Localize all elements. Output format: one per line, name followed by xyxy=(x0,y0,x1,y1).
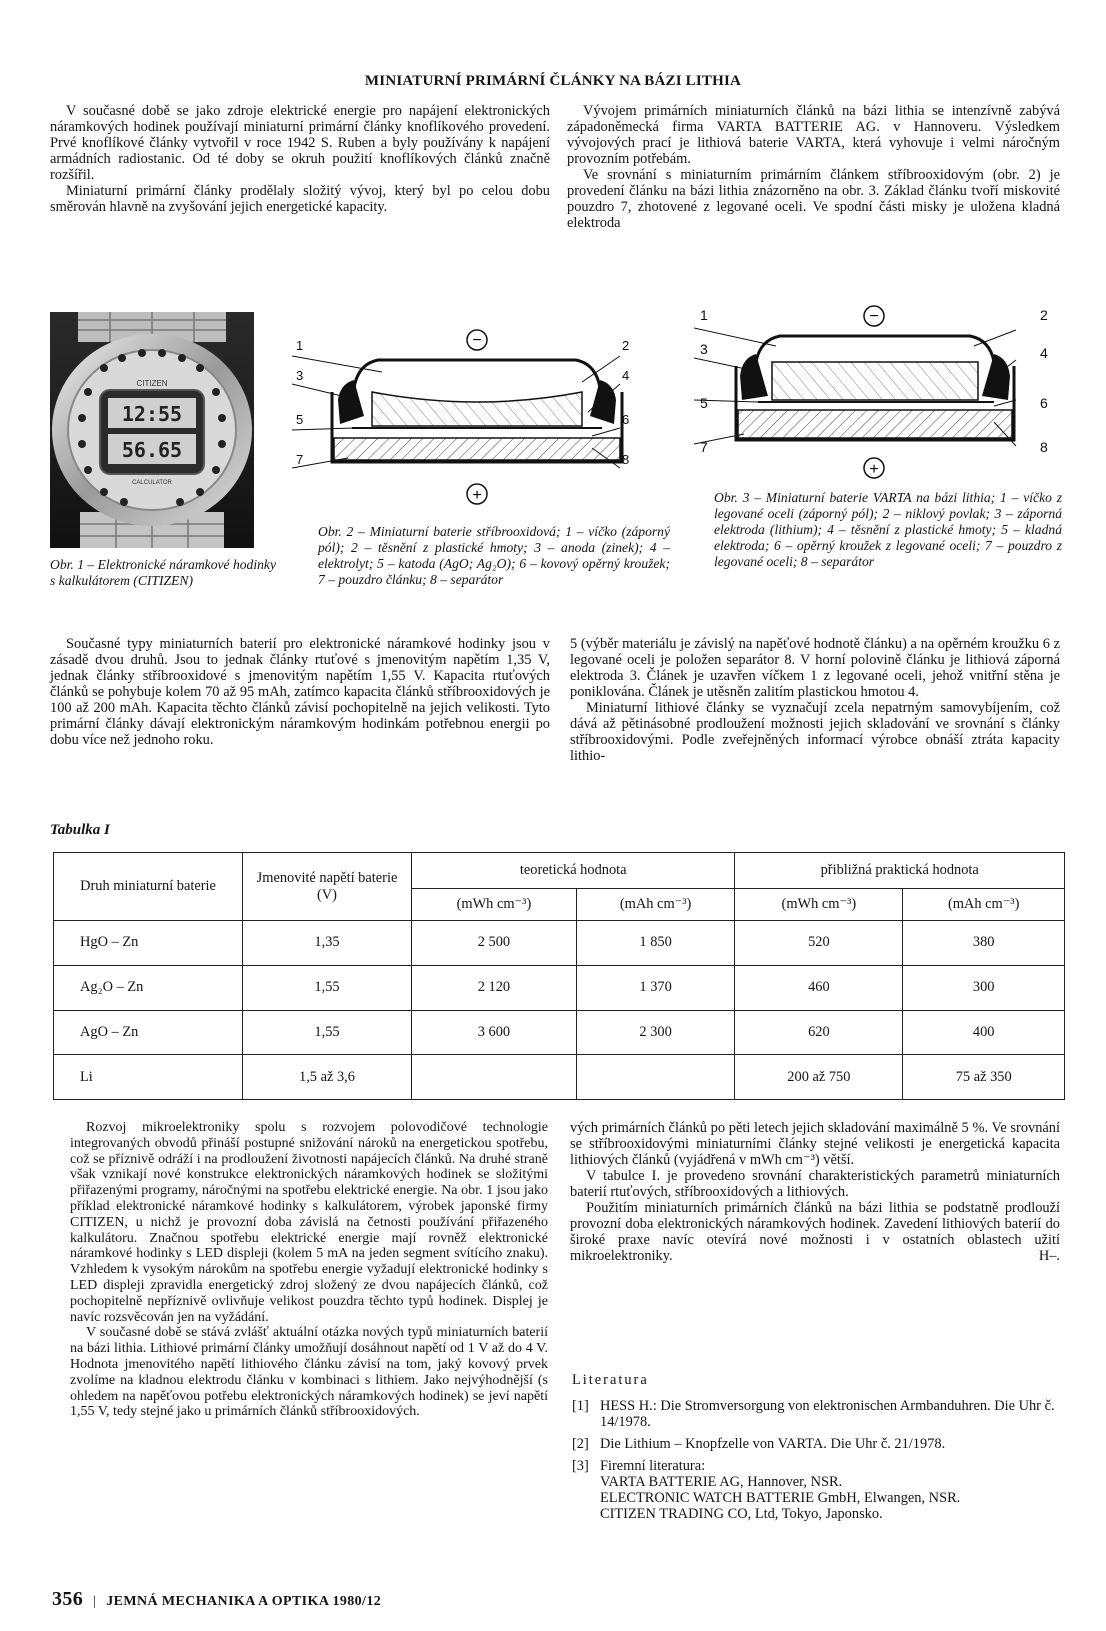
table-cell: 1,55 xyxy=(243,1010,412,1055)
fig2-label-7: 7 xyxy=(296,452,304,467)
reference-item xyxy=(572,1398,1062,1430)
table-cell: 2 120 xyxy=(412,965,577,1010)
firm-entry: CITIZEN TRADING CO, Ltd, Tokyo, Japonsko. xyxy=(600,1506,883,1522)
fig2-minus: − xyxy=(472,332,482,349)
table-cell: 75 až 350 xyxy=(903,1055,1065,1100)
literature-section xyxy=(572,1372,1062,1522)
paragraph: Použitím miniaturních primárních článků na bázi lithia se podstatně prodlouží provozní doba elektronických náramkových hodinek. Zavedení lithiových baterií do široké praxe navíc otevírá nové možnosti i v ostatních oblastech užití mikroelektroniky. xyxy=(570,1200,1060,1264)
table-cell: 200 až 750 xyxy=(735,1055,903,1100)
paragraph: V současné době se jako zdroje elektrické energie pro napájení elektronických náramkových hodinek používají miniaturní primární články knoflíkového provedení. Prvé knoflíkové články vytvořil v roce 1942 S. Ruben a byly používány k napájení armádních radiostanic. Od té doby se okruh použití knoflíkových článků značně rozšířil. xyxy=(50,103,550,183)
paragraph: V současné době se stává zvlášť aktuální otázka nových typů miniaturních baterií na bázi lithia. Lithiové primární články umožňují dosáhnout napětí od 1 V až do 4 V. Hodnota jmenovitého napětí lithiového článku závisí na tom, jaký kovový prvek zvolíme na kladnou elektrodu článku v kombinaci s lithiem. Jako nejvýhodnější (s ohledem na napěťovou potřebu elektronických náramkových hodinek) se jeví napětí 1,55 V, tedy stejné jako u primárních článků stříbrooxidových. xyxy=(70,1325,548,1420)
table-header-practical: přibližná praktická hodnota xyxy=(735,853,1065,889)
table-cell: 520 xyxy=(735,921,903,966)
table-unit: (mAh cm⁻³) xyxy=(576,889,735,921)
comparison-table xyxy=(53,852,1065,1100)
reference-text: Firemní literatura: xyxy=(600,1458,706,1474)
fig3-label-7: 7 xyxy=(700,439,708,455)
intro-right-column xyxy=(567,103,1060,231)
table-cell: 3 600 xyxy=(412,1010,577,1055)
table-header-theory: teoretická hodnota xyxy=(412,853,735,889)
figure-1-caption: Obr. 1 – Elektronické náramkové hodinky s kalkulátorem (CITIZEN) xyxy=(50,557,276,588)
table-row xyxy=(54,965,1065,1010)
table-row xyxy=(54,921,1065,966)
table-cell: 2 300 xyxy=(576,1010,735,1055)
figure-2-diagram xyxy=(292,320,672,510)
mid-left-column xyxy=(50,636,550,748)
paragraph: 5 (výběr materiálu je závislý na napěťové hodnotě článku) a na opěrném kroužku 6 z legované oceli je položen separátor 8. V horní polovině článku je lithiová záporná elektroda 3. Článek je uzavřen víčkem 1 z legované oceli, jehož vnitřní stěna je poniklována. Článek je utěsněn zalitím plastickou hmotou 4. xyxy=(570,636,1060,700)
fig2-label-2: 2 xyxy=(622,338,630,353)
table-unit: (mWh cm⁻³) xyxy=(735,889,903,921)
watch-photo xyxy=(50,312,254,548)
intro-left-column xyxy=(50,103,550,215)
paragraph: Miniaturní lithiové články se vyznačují zcela nepatrným samovybíjením, což dává až pětinásobné prodloužení možnosti jejich skladování ve srovnání s články stříbrooxidovými. Podle zveřejněných informací výrobce obnáší ztráta kapacity lithio- xyxy=(570,700,1060,764)
reference-item xyxy=(572,1436,1062,1452)
article-title: MINIATURNÍ PRIMÁRNÍ ČLÁNKY NA BÁZI LITHIA xyxy=(364,73,742,89)
table-row xyxy=(54,1010,1065,1055)
table-cell xyxy=(576,1055,735,1100)
table-cell: AgO – Zn xyxy=(54,1010,243,1055)
table-header-type: Druh miniaturní baterie xyxy=(54,853,243,921)
paragraph: Současné typy miniaturních baterií pro elektronické náramkové hodinky jsou v zásadě dvou druhů. Jsou to jednak články rtuťové s jmenovitým napětím 1,35 V, jednak články stříbrooxidové s jmenovitým napětím 1,55 V. Kapacita rtuťových článků se pohybuje kolem 70 až 95 mAh, zatímco kapacita článků stříbrooxidových je 100 až 200 mAh. Kapacita těchto článků závisí pochopitelně na jejich velikosti. Tyto primární články dávají elektronickým náramkovým hodinkám potřebnou energii po dobu více než jednoho roku. xyxy=(50,636,550,748)
table-cell: Ag₂O – Zn xyxy=(54,965,243,1010)
table-cell: HgO – Zn xyxy=(54,921,243,966)
footer-divider: | xyxy=(93,1594,97,1609)
paragraph: Vývojem primárních miniaturních článků na bázi lithia se intenzívně zabývá západoněmecká firma VARTA BATTERIE AG. v Hannoveru. Výsledkem vývojových prací je lithiová baterie VARTA, která vyhovuje i velmi náročným provozním potřebám. xyxy=(567,103,1060,167)
reference-number: [1] xyxy=(572,1398,589,1414)
table-cell: 1 850 xyxy=(576,921,735,966)
reference-text: HESS H.: Die Stromversorgung von elektronischen Armbanduhren. Die Uhr č. 14/1978. xyxy=(600,1398,1055,1430)
paragraph: Rozvoj mikroelektroniky spolu s rozvojem polovodičové technologie integrovaných obvodů přináší postupné snižování nároků na energetickou spotřebu, což se příznivě odráží i na prodloužení životnosti napájecích článků. Na druhé straně však vznikají nové konstrukce elektronických náramkových hodinek se složitými přiřazenými programy, náročnými na spotřebu elektrické energie. Na obr. 1 jsou jako příklad elektronické náramkové hodinky s kalkulátorem, výrobek japonské firmy CITIZEN, u nichž je provozní doba závislá na četnosti používání přiřazeného kalkulátoru. Značnou spotřebu elektrické energie mají rovněž elektronické náramkové hodinky s LED displeji (kolem 5 mA na jeden segment svítícího znaku). Vzhledem k vysokým nárokům na spotřebu energie vyžadují elektronické hodinky s LED displeji zpravidla energetický zdroj složený ze dvou napájecích článků, což pochopitelně nepříznivě ovlivňuje velikost pouzdra těchto typů hodinek. Displej je navíc rozsvěcován jen na vyžádání. xyxy=(70,1120,548,1325)
table-cell: 1 370 xyxy=(576,965,735,1010)
fig3-label-1: 1 xyxy=(700,307,708,323)
reference-text: Die Lithium – Knopfzelle von VARTA. Die Uhr č. 21/1978. xyxy=(600,1436,946,1452)
table-cell: 400 xyxy=(903,1010,1065,1055)
reference-number: [3] xyxy=(572,1458,589,1474)
fig3-label-2: 2 xyxy=(1040,307,1048,323)
firm-list xyxy=(572,1474,1062,1522)
fig2-label-8: 8 xyxy=(622,452,630,467)
table-cell: 1,35 xyxy=(243,921,412,966)
fig2-plus: + xyxy=(472,487,482,504)
figure-3-caption: Obr. 3 – Miniaturní baterie VARTA na bázi lithia; 1 – víčko z legované oceli (záporný pól); 2 – niklový povlak; 3 – záporná elektroda (lithium); 4 – těsnění z plastické hmoty; 5 – kladná elektroda; 6 – opěrný kroužek z legované oceli; 7 – pouzdro z legované oceli; 8 – separátor xyxy=(714,490,1062,569)
fig3-label-3: 3 xyxy=(700,341,708,357)
page-footer xyxy=(52,1588,381,1611)
fig3-plus: + xyxy=(869,461,879,478)
paragraph: vých primárních článků po pěti letech jejich skladování maximálně 5 %. Ve srovnání se stříbrooxidovými miniaturními články stejné velikosti je energetická kapacita lithiových článků (vyjádřená v mWh cm⁻³) větší. xyxy=(570,1120,1060,1168)
watch-display-top: 12:55 xyxy=(121,402,183,426)
watch-bezel-text: CALCULATOR xyxy=(132,480,172,486)
paragraph: Miniaturní primární články prodělaly složitý vývoj, který byl po celou dobu směrován hlavně na zvyšování jejich energetické kapacity. xyxy=(50,183,550,215)
fig2-label-5: 5 xyxy=(296,412,304,427)
fig2-label-4: 4 xyxy=(622,368,630,383)
table-label: Tabulka I xyxy=(50,822,110,838)
figure-2-caption: Obr. 2 – Miniaturní baterie stříbrooxidová; 1 – víčko (záporný pól); 2 – těsnění z plastické hmoty; 3 – anoda (zinek); 4 – elektrolyt; 5 – katoda (AgO; Ag₂O); 6 – kovový opěrný kroužek; 7 – pouzdro článku; 8 – separátor xyxy=(318,524,670,587)
table-cell: 460 xyxy=(735,965,903,1010)
table-cell xyxy=(412,1055,577,1100)
table-cell: 2 500 xyxy=(412,921,577,966)
bottom-left-column xyxy=(70,1120,548,1420)
table-unit: (mWh cm⁻³) xyxy=(412,889,577,921)
author-signature: H–. xyxy=(1038,1248,1060,1264)
firm-entry: VARTA BATTERIE AG, Hannover, NSR. xyxy=(600,1474,843,1490)
table-unit: (mAh cm⁻³) xyxy=(903,889,1065,921)
fig3-label-4: 4 xyxy=(1040,345,1048,361)
figure-3-diagram xyxy=(694,300,1064,490)
table-row xyxy=(54,1055,1065,1100)
fig3-label-5: 5 xyxy=(700,395,708,411)
fig2-label-1: 1 xyxy=(296,338,304,353)
table-cell: 300 xyxy=(903,965,1065,1010)
watch-display-bottom: 56.65 xyxy=(121,438,183,462)
reference-number: [2] xyxy=(572,1436,589,1452)
table-cell: Li xyxy=(54,1055,243,1100)
table-header-voltage: Jmenovité napětí baterie (V) xyxy=(243,853,412,921)
table-cell: 380 xyxy=(903,921,1065,966)
paragraph: V tabulce I. je provedeno srovnání charakteristických parametrů miniaturních baterií rtuťových, stříbrooxidových a lithiových. xyxy=(570,1168,1060,1200)
journal-name: JEMNÁ MECHANIKA A OPTIKA 1980/12 xyxy=(106,1594,382,1609)
fig2-label-3: 3 xyxy=(296,368,304,383)
watch-photo-image xyxy=(50,312,254,548)
fig3-label-8: 8 xyxy=(1040,439,1048,455)
literature-heading: Literatura xyxy=(572,1372,649,1388)
firm-entry: ELECTRONIC WATCH BATTERIE GmbH, Elwangen, NSR. xyxy=(600,1490,961,1506)
table-cell: 1,55 xyxy=(243,965,412,1010)
bottom-right-column xyxy=(570,1120,1060,1264)
table-cell: 1,5 až 3,6 xyxy=(243,1055,412,1100)
fig3-label-6: 6 xyxy=(1040,395,1048,411)
watch-brand: CITIZEN xyxy=(136,379,168,388)
fig2-label-6: 6 xyxy=(622,412,630,427)
fig3-minus: − xyxy=(869,308,879,325)
reference-item xyxy=(572,1458,1062,1474)
mid-right-column xyxy=(570,636,1060,764)
table-cell: 620 xyxy=(735,1010,903,1055)
page-number: 356 xyxy=(52,1588,84,1610)
paragraph: Ve srovnání s miniaturním primárním článkem stříbrooxidovým (obr. 2) je provedení článku na bázi lithia znázorněno na obr. 3. Základ článku tvoří miskovité pouzdro 7, zhotovené z legované oceli. Ve spodní části misky je uložena kladná elektroda xyxy=(567,167,1060,231)
